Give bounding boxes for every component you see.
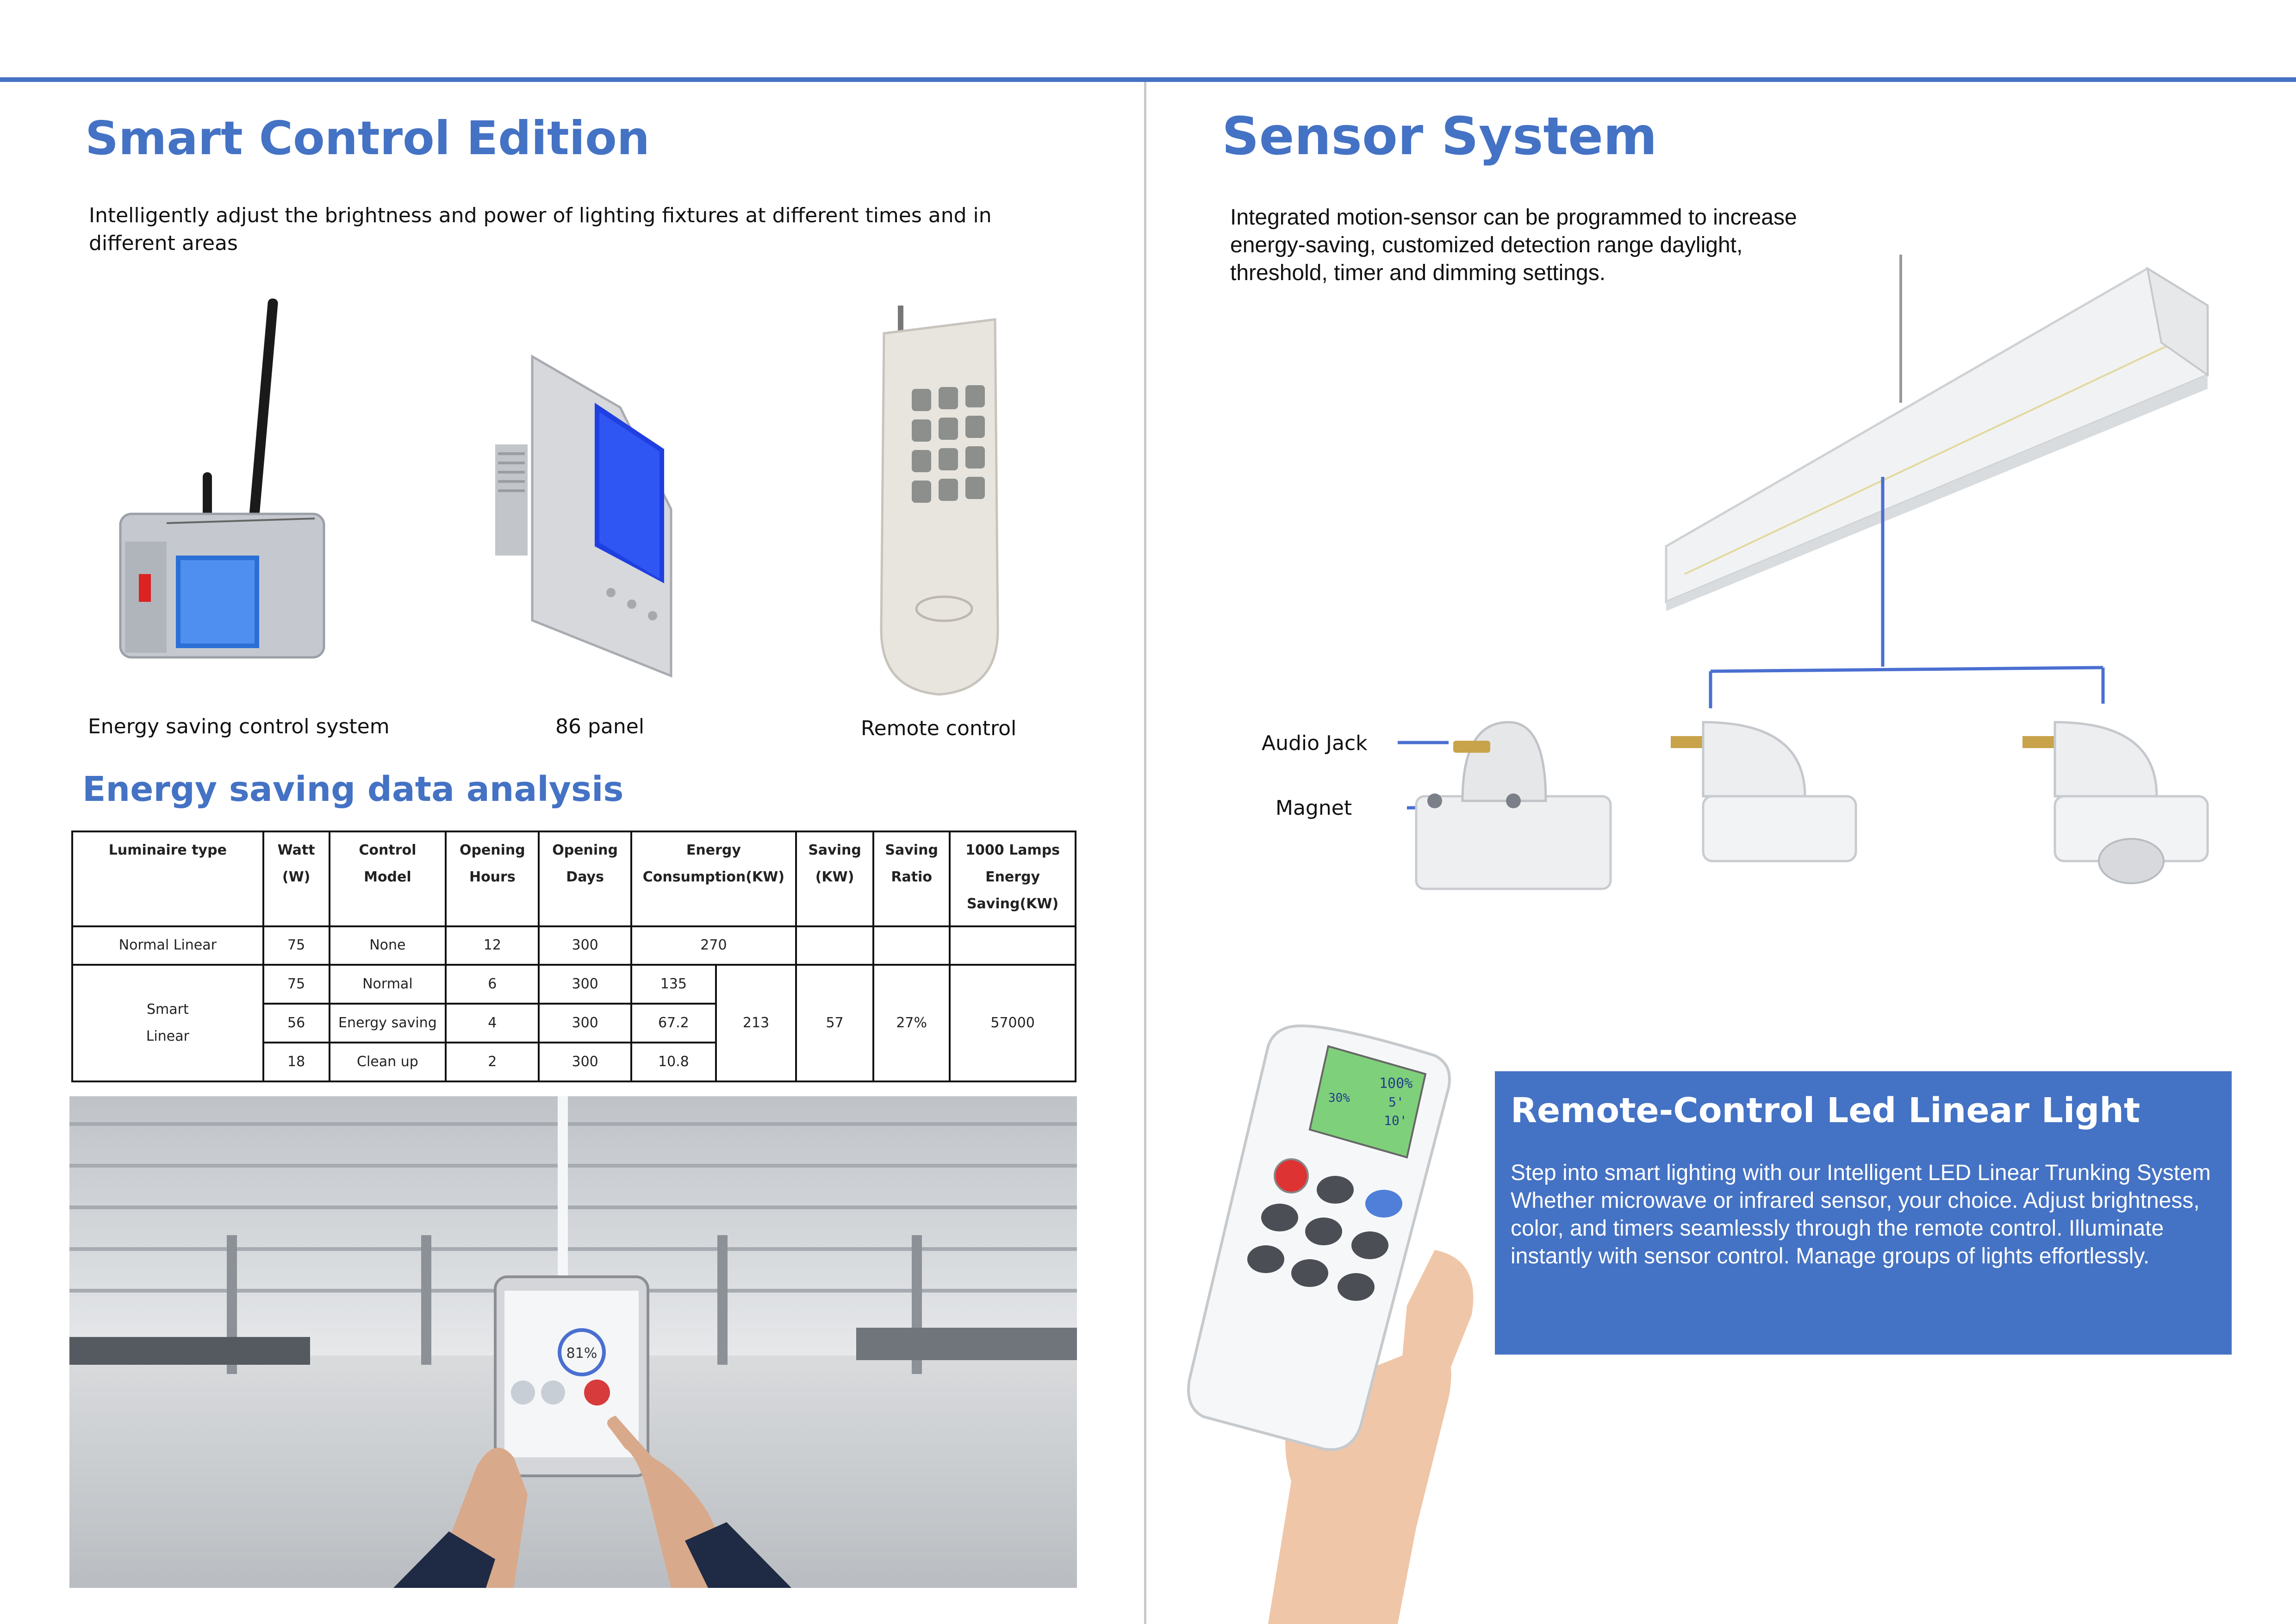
table-cell: 67.2 [631, 1004, 716, 1043]
page-title-left: Smart Control Edition [85, 111, 650, 165]
table-cell [72, 965, 263, 1081]
remote-screen-value: 100% [1379, 1075, 1413, 1092]
page-divider [1144, 82, 1146, 1624]
table-header: Watt (W) [263, 831, 330, 926]
remote-screen-value: 5' [1388, 1094, 1404, 1110]
table-cell: 300 [539, 1004, 631, 1043]
table-header: Opening Days [539, 831, 631, 926]
table-cell: 18 [263, 1043, 330, 1081]
hand-remote-image [1176, 1018, 1500, 1624]
table-cell: 6 [446, 965, 539, 1004]
table-header: Luminaire type [72, 831, 263, 926]
table-header: Opening Hours [446, 831, 539, 926]
table-cell: None [330, 926, 446, 965]
energy-data-table [71, 831, 1076, 1082]
table-header-row [72, 831, 1076, 926]
table-cell: 4 [446, 1004, 539, 1043]
table-cell [950, 926, 1076, 965]
table-cell: 57 [796, 965, 873, 1081]
table-header: 1000 Lamps Energy Saving(KW) [950, 831, 1076, 926]
table-cell: Clean up [330, 1043, 446, 1081]
table-cell: 300 [539, 1043, 631, 1081]
table-cell: 135 [631, 965, 716, 1004]
table-cell [873, 926, 950, 965]
analysis-title: Energy saving data analysis [82, 769, 624, 809]
audio-jack-label: Audio Jack [1262, 731, 1368, 755]
table-cell: 2 [446, 1043, 539, 1081]
smart-type-line: Smart [146, 1001, 189, 1018]
table-cell: 270 [631, 926, 796, 965]
tablet-value: 81% [566, 1345, 597, 1362]
product-caption: 86 panel [555, 715, 645, 738]
table-cell: Normal [330, 965, 446, 1004]
warehouse-photo [69, 1096, 1077, 1588]
table-header: Control Model [330, 831, 446, 926]
remote-screen-value: 10' [1384, 1113, 1407, 1128]
callout-text: Step into smart lighting with our Intelligent LED Linear Trunking System Whether microwave or infrared sensor, your choice. Adjust brightness, color, and timers seamlessly through the remote control. Illuminate instantly with sensor control. Manage groups of lights effortlessly. [1511, 1161, 2211, 1268]
control-system-image [111, 296, 333, 694]
table-cell: 300 [539, 926, 631, 965]
top-rule [0, 77, 2296, 82]
table-row [72, 965, 1076, 1004]
table-cell: 10.8 [631, 1043, 716, 1081]
table-cell: 56 [263, 1004, 330, 1043]
smart-type-line: Linear [146, 1028, 189, 1045]
callout-title: Remote-Control Led Linear Light [1511, 1091, 2140, 1131]
table-cell: 57000 [950, 965, 1076, 1081]
sensor-module-image [1666, 713, 1860, 870]
table-cell: Energy saving [330, 1004, 446, 1043]
intro-text-right: Integrated motion-sensor can be programmed to increase energy-saving, customized detection range daylight, threshold, timer and dimming settings. [1230, 205, 1797, 285]
product-caption: Remote control [861, 717, 1017, 740]
sensor-module-image [2018, 713, 2212, 889]
table-header: Energy Consumption(KW) [631, 831, 796, 926]
table-cell: 12 [446, 926, 539, 965]
table-header: Saving (KW) [796, 831, 873, 926]
magnet-label: Magnet [1276, 796, 1352, 820]
table-cell: Normal Linear [72, 926, 263, 965]
table-cell: 27% [873, 965, 950, 1081]
table-row [72, 926, 1076, 965]
intro-text-left: Intelligently adjust the brightness and power of lighting fixtures at different times and in different areas [89, 204, 992, 255]
remote-control-image [870, 306, 1009, 699]
remote-control-callout [1495, 1071, 2232, 1355]
table-cell: 75 [263, 926, 330, 965]
table-cell: 213 [716, 965, 796, 1081]
table-cell: 300 [539, 965, 631, 1004]
page-title-right: Sensor System [1222, 106, 1657, 167]
table-cell [796, 926, 873, 965]
table-cell: 75 [263, 965, 330, 1004]
panel-86-image [495, 352, 680, 685]
sensor-module-image [1407, 713, 1620, 898]
product-caption: Energy saving control system [88, 715, 390, 738]
remote-screen-value: 30% [1328, 1091, 1350, 1105]
table-header: Saving Ratio [873, 831, 950, 926]
